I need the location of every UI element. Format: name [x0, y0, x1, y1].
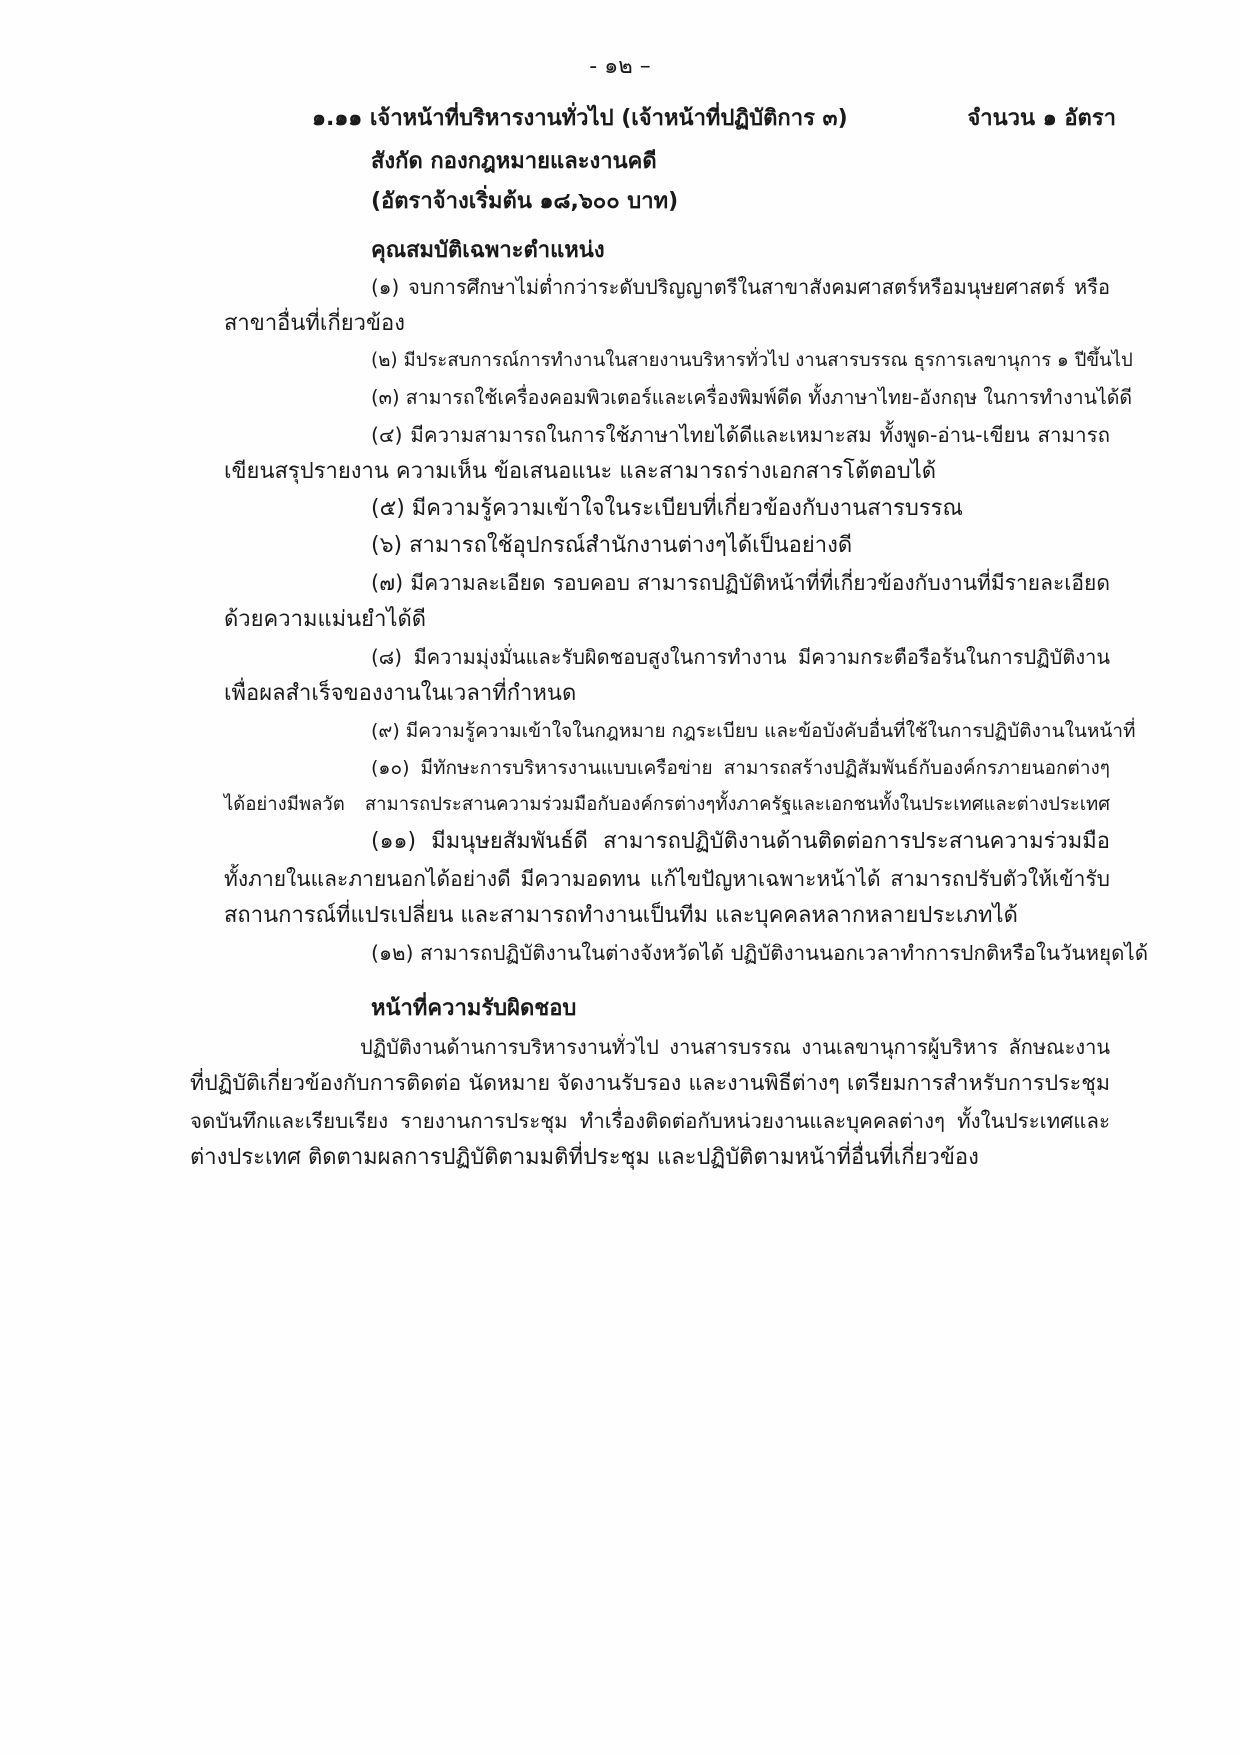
qualification-line: (๙) มีความรู้ความเข้าใจในกฎหมาย กฎระเบียบ และข้อบังคับอื่นที่ใช้ในการปฏิบัติงานในหน้าที่ — [371, 720, 1136, 742]
qualification-line: เพื่อผลสำเร็จของงานในเวลาที่กำหนด — [224, 681, 577, 706]
qualification-line: ได้อย่างมีพลวัต สามารถประสานความร่วมมือกับองค์กรต่างๆทั้งภาครัฐและเอกชนทั้งในประเทศและต่างประเทศ — [224, 794, 1110, 815]
qualification-line: (๒) มีประสบการณ์การทำงานในสายงานบริหารทั่วไป งานสารบรรณ ธุรการเลขานุการ ๑ ปีขึ้นไป — [371, 350, 1133, 371]
position-salary: (อัตราจ้างเริ่มต้น ๑๘,๖๐๐ บาท) — [371, 189, 679, 214]
qualification-line: เขียนสรุปรายงาน ความเห็น ข้อเสนอแนะ และสามารถร่างเอกสารโต้ตอบได้ — [224, 459, 937, 484]
position-title: ๑.๑๑ เจ้าหน้าที่บริหารงานทั่วไป (เจ้าหน้าที่ปฏิบัติการ ๓) — [312, 106, 848, 131]
qualification-line: (๘) มีความมุ่งมั่นและรับผิดชอบสูงในการทำงาน มีความกระตือรือร้นในการปฏิบัติงาน — [371, 645, 1110, 669]
qualification-line: (๑๑) มีมนุษยสัมพันธ์ดี สามารถปฏิบัติงานด้านติดต่อการประสานความร่วมมือ — [371, 829, 1110, 854]
position-count: จำนวน ๑ อัตรา — [967, 106, 1116, 131]
qualification-line: (๑๒) สามารถปฏิบัติงานในต่างจังหวัดได้ ปฏิบัติงานนอกเวลาทำการปกติหรือในวันหยุดได้ — [371, 941, 1149, 965]
qualification-line: (๖) สามารถใช้อุปกรณ์สำนักงานต่างๆได้เป็นอย่างดี — [371, 533, 853, 558]
qualification-line: สถานการณ์ที่แปรเปลี่ยน และสามารถทำงานเป็นทีม และบุคคลหลากหลายประเภทได้ — [224, 903, 1018, 928]
qualification-line: (๔) มีความสามารถในการใช้ภาษาไทยได้ดีและเหมาะสม ทั้งพูด-อ่าน-เขียน สามารถ — [371, 423, 1110, 447]
duties-line: ปฏิบัติงานด้านการบริหารงานทั่วไป งานสารบรรณ งานเลขานุการผู้บริหาร ลักษณะงาน — [360, 1035, 1110, 1059]
qualification-line: (๑๐) มีทักษะการบริหารงานแบบเครือข่าย สามารถสร้างปฏิสัมพันธ์กับองค์กรภายนอกต่างๆ — [371, 757, 1110, 779]
duties-heading: หน้าที่ความรับผิดชอบ — [371, 996, 577, 1021]
qualification-line: ทั้งภายในและภายนอกได้อย่างดี มีความอดทน แก้ไขปัญหาเฉพาะหน้าได้ สามารถปรับตัวให้เข้ารับ — [224, 867, 1110, 891]
duties-line: จดบันทึกและเรียบเรียง รายงานการประชุม ทำเรื่องติดต่อกับหน่วยงานและบุคคลต่างๆ ทั้งในประเทศและ — [190, 1109, 1110, 1133]
qualification-line: (๑) จบการศึกษาไม่ต่ำกว่าระดับปริญญาตรีในสาขาสังคมศาสตร์หรือมนุษยศาสตร์ หรือ — [371, 275, 1110, 299]
qualification-line: (๕) มีความรู้ความเข้าใจในระเบียบที่เกี่ยวข้องกับงานสารบรรณ — [371, 496, 963, 521]
duties-line: ที่ปฏิบัติเกี่ยวข้องกับการติดต่อ นัดหมาย จัดงานรับรอง และงานพิธีต่างๆ เตรียมการสำหรับการประชุม — [190, 1071, 1110, 1096]
page-number: - ๑๒ – — [589, 54, 651, 79]
qualification-line: (๗) มีความละเอียด รอบคอบ สามารถปฏิบัติหน้าที่ที่เกี่ยวข้องกับงานที่มีรายละเอียด — [371, 571, 1110, 595]
qualification-line: (๓) สามารถใช้เครื่องคอมพิวเตอร์และเครื่องพิมพ์ดีด ทั้งภาษาไทย-อังกฤษ ในการทำงานได้ดี — [371, 386, 1133, 409]
qualifications-heading: คุณสมบัติเฉพาะตำแหน่ง — [371, 238, 605, 263]
position-department: สังกัด กองกฎหมายและงานคดี — [371, 149, 657, 174]
qualification-line: สาขาอื่นที่เกี่ยวข้อง — [224, 311, 406, 336]
duties-line: ต่างประเทศ ติดตามผลการปฏิบัติตามมติที่ประชุม และปฏิบัติตามหน้าที่อื่นที่เกี่ยวข้อง — [190, 1145, 979, 1170]
qualification-line: ด้วยความแม่นยำได้ดี — [224, 607, 427, 632]
